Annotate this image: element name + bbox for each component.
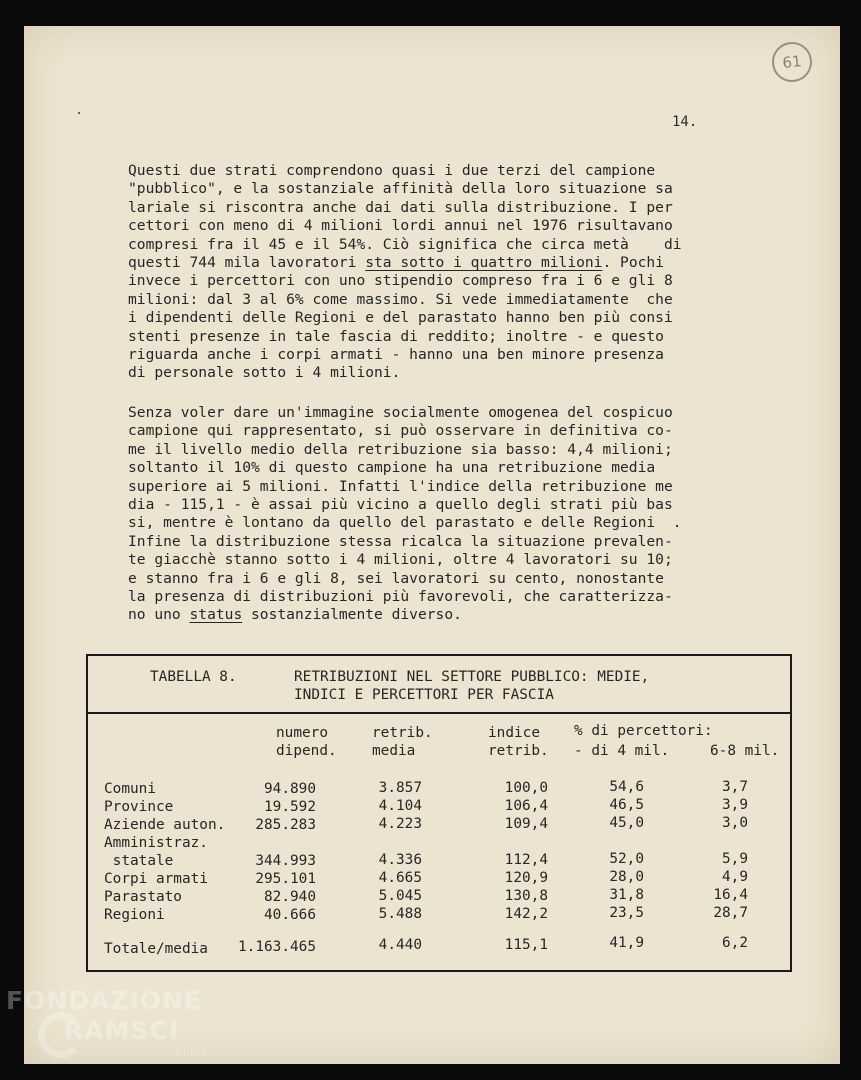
line: sostanzialmente diverso. xyxy=(242,606,462,624)
line: e stanno fra i 6 e gli 8, sei lavoratori su cento, nonostante xyxy=(128,569,664,587)
paragraph-2 xyxy=(128,404,682,625)
line: campione qui rappresentato, si può osservare in definitiva co- xyxy=(128,422,673,440)
line: di personale sotto i 4 milioni. xyxy=(128,364,401,382)
header-indice-retrib: retrib. xyxy=(488,743,549,759)
row-sotto-4: 46,5 xyxy=(609,797,644,813)
line: si, mentre è lontano da quello del parastato e delle Regioni . xyxy=(128,514,682,532)
watermark-line-1: FONDAZIONE xyxy=(6,986,203,1015)
watermark-line-3: onlus xyxy=(176,1048,208,1059)
data-table xyxy=(86,654,792,972)
line: compresi fra il 45 e il 54%. Ciò significa che circa metà di xyxy=(128,235,682,253)
line: soltanto il 10% di questo campione ha una retribuzione media xyxy=(128,459,656,477)
row-sotto-4: 28,0 xyxy=(609,869,644,885)
row-indice: 100,0 xyxy=(504,780,548,796)
total-label: Totale/media xyxy=(104,941,208,957)
table-title-row xyxy=(88,656,790,714)
row-media: 4.104 xyxy=(378,798,422,814)
line: la presenza di distribuzioni più favorevoli, che caratterizza- xyxy=(128,588,673,606)
line: lariale si riscontra anche dai dati sulla distribuzione. I per xyxy=(128,198,673,216)
row-sotto-4: 31,8 xyxy=(609,887,644,903)
row-media: 3.857 xyxy=(378,780,422,796)
total-6-8: 6,2 xyxy=(722,935,748,951)
row-6-8: 28,7 xyxy=(713,905,748,921)
line: . Pochi xyxy=(602,254,664,272)
line: Infine la distribuzione stessa ricalca la situazione prevalen- xyxy=(128,532,673,550)
line: me il livello medio della retribuzione sia basso: 4,4 milioni; xyxy=(128,440,673,458)
line: dia - 115,1 - è assai più vicino a quello degli strati più bas xyxy=(128,496,673,514)
ink-speck xyxy=(78,112,80,114)
row-indice: 142,2 xyxy=(504,906,548,922)
row-numero: 19.592 xyxy=(264,799,316,815)
table-title-line-2: INDICI E PERCETTORI PER FASCIA xyxy=(294,687,554,703)
watermark-line-2: RAMSCI xyxy=(64,1016,180,1045)
line: cettori con meno di 4 milioni lordi annui nel 1976 risultavano xyxy=(128,217,673,235)
row-name: Regioni xyxy=(104,907,165,923)
header-retrib: retrib. xyxy=(372,725,433,741)
row-sotto-4: 23,5 xyxy=(609,905,644,921)
row-name: Province xyxy=(104,799,174,815)
line: no uno xyxy=(128,606,190,624)
row-sotto-4: 54,6 xyxy=(609,779,644,795)
row-sotto-4: 45,0 xyxy=(609,815,644,831)
row-6-8: 5,9 xyxy=(722,851,748,867)
paragraph-1 xyxy=(128,162,682,383)
line: superiore ai 5 milioni. Infatti l'indice della retribuzione me xyxy=(128,477,673,495)
line: milioni: dal 3 al 6% come massimo. Si vede immediatamente che xyxy=(128,290,673,308)
row-media: 4.336 xyxy=(378,852,422,868)
table-label: TABELLA 8. xyxy=(150,669,237,685)
row-indice: 130,8 xyxy=(504,888,548,904)
row-indice: 106,4 xyxy=(504,798,548,814)
row-name: Parastato xyxy=(104,889,182,905)
row-name: statale xyxy=(104,853,174,869)
total-sotto-4: 41,9 xyxy=(609,935,644,951)
line: questi 744 mila lavoratori xyxy=(128,254,366,272)
total-media: 4.440 xyxy=(378,937,422,953)
table-title-line-1: RETRIBUZIONI NEL SETTORE PUBBLICO: MEDIE, xyxy=(294,669,650,685)
row-6-8: 3,9 xyxy=(722,797,748,813)
row-name: Corpi armati xyxy=(104,871,208,887)
header-media: media xyxy=(372,743,416,759)
header-percettori: % di percettori: xyxy=(574,723,713,739)
row-numero: 82.940 xyxy=(264,889,316,905)
archive-stamp-number: 61 xyxy=(770,40,814,84)
row-6-8: 3,0 xyxy=(722,815,748,831)
line: te giacchè stanno sotto i 4 milioni, oltre 4 lavoratori su 10; xyxy=(128,551,673,569)
line: Questi due strati comprendono quasi i due terzi del campione xyxy=(128,162,656,179)
total-indice: 115,1 xyxy=(504,937,548,953)
underlined-word: status xyxy=(189,606,243,624)
underlined-phrase: sta sotto i quattro milioni xyxy=(365,254,603,272)
row-indice: 120,9 xyxy=(504,870,548,886)
line: Senza voler dare un'immagine socialmente omogenea del cospicuo xyxy=(128,404,673,421)
row-sotto-4: 52,0 xyxy=(609,851,644,867)
header-dipend: dipend. xyxy=(276,743,337,759)
header-indice: indice xyxy=(488,725,540,741)
row-name: Comuni xyxy=(104,781,156,797)
header-6-8: 6-8 mil. xyxy=(710,743,780,759)
row-numero: 295.101 xyxy=(255,871,316,887)
row-6-8: 4,9 xyxy=(722,869,748,885)
row-name: Aziende auton. xyxy=(104,817,226,833)
row-media: 4.223 xyxy=(378,816,422,832)
row-numero: 40.666 xyxy=(264,907,316,923)
line: "pubblico", e la sostanziale affinità della loro situazione sa xyxy=(128,180,673,198)
row-6-8: 16,4 xyxy=(713,887,748,903)
row-name: Amministraz. xyxy=(104,835,208,851)
row-media: 4.665 xyxy=(378,870,422,886)
line: invece i percettori con uno stipendio compreso fra i 6 e gli 8 xyxy=(128,272,673,290)
row-6-8: 3,7 xyxy=(722,779,748,795)
row-media: 5.045 xyxy=(378,888,422,904)
row-indice: 112,4 xyxy=(504,852,548,868)
total-numero: 1.163.465 xyxy=(238,939,316,955)
line: i dipendenti delle Regioni e del parastato hanno ben più consi xyxy=(128,309,673,327)
page-number: 14. xyxy=(672,114,698,130)
row-media: 5.488 xyxy=(378,906,422,922)
row-indice: 109,4 xyxy=(504,816,548,832)
row-numero: 344.993 xyxy=(255,853,316,869)
header-sotto-4: - di 4 mil. xyxy=(574,743,670,759)
header-numero: numero xyxy=(276,725,328,741)
row-numero: 285.283 xyxy=(255,817,316,833)
line: stenti presenze in tale fascia di reddito; inoltre - e questo xyxy=(128,327,664,345)
line: riguarda anche i corpi armati - hanno una ben minore presenza xyxy=(128,346,664,364)
row-numero: 94.890 xyxy=(264,781,316,797)
